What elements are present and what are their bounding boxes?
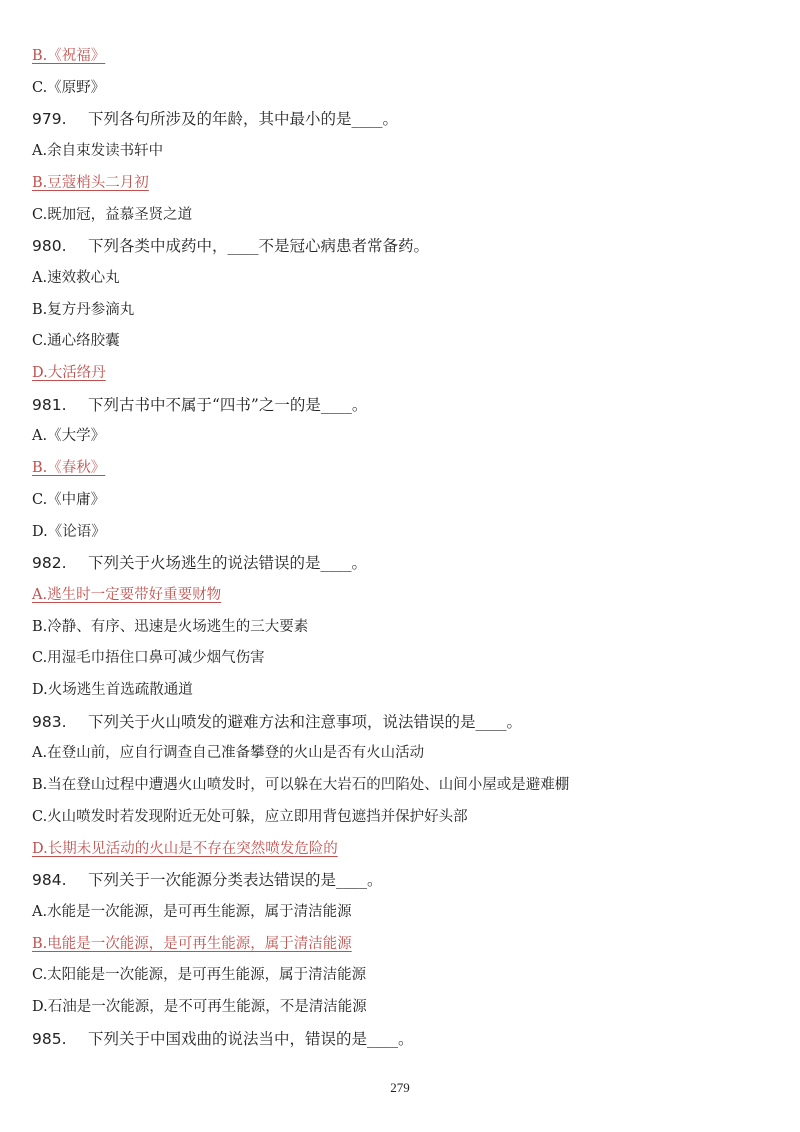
option: B.冷静、有序、迅速是火场逃生的三大要素 [32,619,309,635]
option: A.余自束发读书轩中 [32,143,164,159]
answer-option: B.电能是一次能源，是可再生能源，属于清洁能源 [32,936,352,952]
page-number: 279 [390,1080,410,1095]
question-text: 下列关于中国戏曲的说法当中，错误的是____。 [88,1030,414,1048]
question-row [32,552,367,574]
option: C.太阳能是一次能源，是可再生能源，属于清洁能源 [32,967,367,983]
question-text: 下列关于火场逃生的说法错误的是____。 [88,554,368,572]
answer-option: B.豆蔻梢头二月初 [32,175,149,191]
question-number: 981. [32,396,67,414]
answer-option: B.《春秋》 [32,460,106,476]
question-number: 984. [32,871,67,889]
option: C.《中庸》 [32,492,106,508]
option: A.《大学》 [32,428,106,444]
answer-option: D.大活络丹 [32,365,106,381]
option: A.速效救心丸 [32,270,120,286]
answer-option: D.长期未见活动的火山是不存在突然喷发危险的 [32,841,338,857]
option: C.火山喷发时若发现附近无处可躲，应立即用背包遮挡并保护好头部 [32,809,468,825]
question-text: 下列关于火山喷发的避难方法和注意事项，说法错误的是____。 [88,713,523,731]
option: B.复方丹参滴丸 [32,302,135,318]
option: D.火场逃生首选疏散通道 [32,682,193,698]
option: C.用湿毛巾捂住口鼻可减少烟气伤害 [32,650,265,666]
option: D.《论语》 [32,524,106,540]
option: D.石油是一次能源，是不可再生能源，不是清洁能源 [32,999,367,1015]
question-text: 下列关于一次能源分类表达错误的是____。 [88,871,383,889]
question-number: 980. [32,237,67,255]
option: C.既加冠，益慕圣贤之道 [32,207,193,223]
option: A.水能是一次能源，是可再生能源，属于清洁能源 [32,904,352,920]
question-number: 982. [32,554,67,572]
option: A.在登山前，应自行调查自己准备攀登的火山是否有火山活动 [32,745,425,761]
answer-option: B.《祝福》 [32,48,106,64]
question-row [32,1028,414,1050]
option: B.当在登山过程中遭遇火山喷发时，可以躲在大岩石的凹陷处、山间小屋或是避难棚 [32,777,570,793]
question-number: 985. [32,1030,67,1048]
option: C.通心络胶囊 [32,333,120,349]
option: C.《原野》 [32,80,106,96]
answer-option: A.逃生时一定要带好重要财物 [32,587,222,603]
question-text: 下列各句所涉及的年龄，其中最小的是____。 [88,110,399,128]
question-row [32,711,522,733]
question-row [32,235,429,257]
question-row [32,394,367,416]
question-number: 983. [32,713,67,731]
question-row [32,869,383,891]
question-row [32,108,398,130]
question-text: 下列各类中成药中，____不是冠心病患者常备药。 [88,237,430,255]
question-number: 979. [32,110,67,128]
question-text: 下列古书中不属于“四书”之一的是____。 [88,396,368,414]
